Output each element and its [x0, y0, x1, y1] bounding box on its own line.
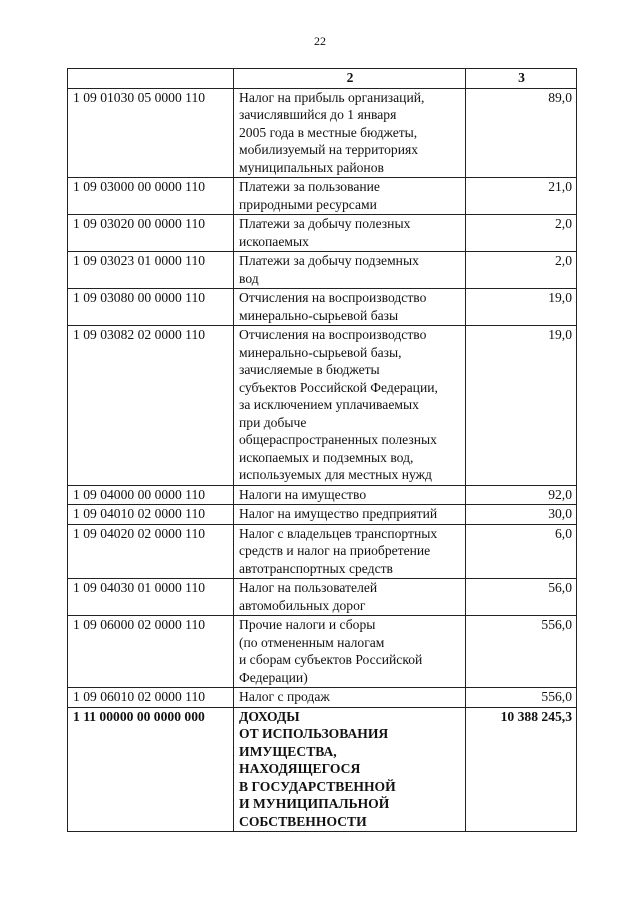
income-name-cell: ДОХОДЫ ОТ ИСПОЛЬЗОВАНИЯ ИМУЩЕСТВА, НАХОДЯЩЕГОСЯ В ГОСУДАРСТВЕННОЙ И МУНИЦИПАЛЬНОЙ СОБСТВЕННОСТИ: [234, 707, 466, 832]
table-row: [68, 289, 577, 326]
table-body: [68, 88, 577, 832]
table-row: [68, 215, 577, 252]
table-row: [68, 252, 577, 289]
column-header-code: [68, 69, 234, 89]
classification-code-cell: 1 09 04030 01 0000 110: [68, 579, 234, 616]
income-name-cell: Платежи за добычу полезных ископаемых: [234, 215, 466, 252]
amount-cell: 556,0: [466, 616, 577, 688]
amount-cell: 6,0: [466, 524, 577, 579]
table-row: [68, 707, 577, 832]
income-name-cell: Налог с продаж: [234, 688, 466, 708]
table-row: [68, 326, 577, 486]
classification-code-cell: 1 09 03020 00 0000 110: [68, 215, 234, 252]
income-name-cell: Налог на пользователей автомобильных дорог: [234, 579, 466, 616]
classification-code-cell: 1 09 03082 02 0000 110: [68, 326, 234, 486]
amount-cell: 19,0: [466, 326, 577, 486]
page-number: 22: [314, 34, 326, 48]
classification-code-cell: 1 09 03000 00 0000 110: [68, 178, 234, 215]
table-row: [68, 178, 577, 215]
income-name-cell: Отчисления на воспроизводство минерально-сырьевой базы: [234, 289, 466, 326]
income-name-cell: Налог на имущество предприятий: [234, 505, 466, 525]
column-header-name: 2: [234, 69, 466, 89]
classification-code-cell: 1 09 03023 01 0000 110: [68, 252, 234, 289]
classification-code-cell: 1 11 00000 00 0000 000: [68, 707, 234, 832]
classification-code-cell: 1 09 04010 02 0000 110: [68, 505, 234, 525]
column-header-amount: 3: [466, 69, 577, 89]
classification-code-cell: 1 09 04000 00 0000 110: [68, 485, 234, 505]
table-row: [68, 485, 577, 505]
income-name-cell: Платежи за пользование природными ресурсами: [234, 178, 466, 215]
amount-cell: 2,0: [466, 252, 577, 289]
income-name-cell: Налог с владельцев транспортных средств и налог на приобретение автотранспортных средств: [234, 524, 466, 579]
income-name-cell: Прочие налоги и сборы (по отмененным налогам и сборам субъектов Российской Федерации): [234, 616, 466, 688]
income-name-cell: Платежи за добычу подземных вод: [234, 252, 466, 289]
table-row: [68, 88, 577, 178]
classification-code-cell: 1 09 04020 02 0000 110: [68, 524, 234, 579]
amount-cell: 556,0: [466, 688, 577, 708]
table-row: [68, 579, 577, 616]
classification-code-cell: 1 09 06010 02 0000 110: [68, 688, 234, 708]
amount-cell: 2,0: [466, 215, 577, 252]
amount-cell: 92,0: [466, 485, 577, 505]
classification-code-cell: 1 09 01030 05 0000 110: [68, 88, 234, 178]
income-name-cell: Налоги на имущество: [234, 485, 466, 505]
classification-code-cell: 1 09 03080 00 0000 110: [68, 289, 234, 326]
income-name-cell: Налог на прибыль организаций, зачислявшийся до 1 января 2005 года в местные бюджеты, мобилизуемый на территориях муниципальных районов: [234, 88, 466, 178]
table-row: [68, 505, 577, 525]
classification-code-cell: 1 09 06000 02 0000 110: [68, 616, 234, 688]
amount-cell: 30,0: [466, 505, 577, 525]
budget-table: [67, 68, 577, 832]
amount-cell: 56,0: [466, 579, 577, 616]
amount-cell: 10 388 245,3: [466, 707, 577, 832]
amount-cell: 19,0: [466, 289, 577, 326]
table-row: [68, 688, 577, 708]
amount-cell: 21,0: [466, 178, 577, 215]
income-name-cell: Отчисления на воспроизводство минерально-сырьевой базы, зачисляемые в бюджеты субъектов Российской Федерации, за исключением уплачиваемых при добыче общераспространенных полезных ископаемых и подземных вод, используемых для местных нужд: [234, 326, 466, 486]
table-row: [68, 616, 577, 688]
table-row: [68, 524, 577, 579]
table-header-row: [68, 69, 577, 89]
amount-cell: 89,0: [466, 88, 577, 178]
